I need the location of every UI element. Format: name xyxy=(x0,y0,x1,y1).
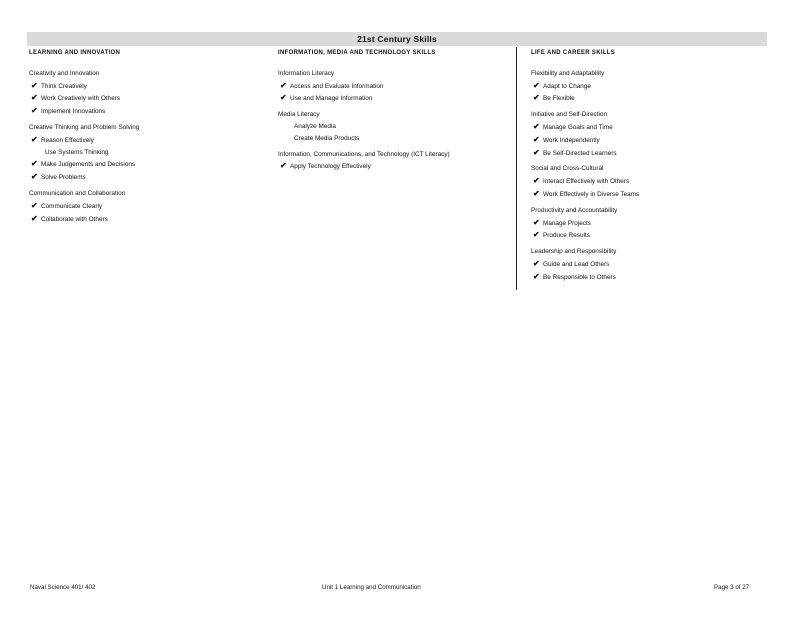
check-icon: ✔ xyxy=(31,106,38,116)
skill-item-label: Manage Goals and Time xyxy=(543,123,613,131)
skill-item xyxy=(531,229,761,242)
skill-group xyxy=(278,68,518,105)
skill-item-label: Communicate Clearly xyxy=(41,202,103,210)
skill-item xyxy=(531,121,761,134)
check-icon: ✔ xyxy=(533,230,540,240)
skill-group xyxy=(29,68,269,118)
skill-item xyxy=(278,133,518,145)
skill-group-title: Flexibility and Adaptability xyxy=(531,69,605,77)
skill-item-label: Collaborate with Others xyxy=(41,215,108,223)
check-icon: ✔ xyxy=(533,176,540,186)
skill-item-label: Interact Effectively with Others xyxy=(543,178,630,186)
column-heading: LIFE AND CAREER SKILLS xyxy=(531,50,616,56)
footer-course: Naval Science 401/ 402 xyxy=(30,584,96,591)
skill-group xyxy=(531,68,761,105)
skill-item xyxy=(29,200,269,213)
skill-item xyxy=(531,147,761,160)
skill-item xyxy=(531,92,761,105)
skill-item xyxy=(29,213,269,226)
column-information-media-technology xyxy=(278,48,518,177)
check-icon: ✔ xyxy=(533,217,540,227)
skill-group xyxy=(531,246,761,283)
skill-item-label: Work Effectively in Diverse Teams xyxy=(543,190,640,198)
skill-item-label: Solve Problems xyxy=(41,174,86,182)
skill-group-title: Leadership and Responsibility xyxy=(531,248,617,256)
skill-group xyxy=(531,163,761,200)
skill-item xyxy=(278,160,518,173)
skill-item xyxy=(29,171,269,184)
skill-item xyxy=(531,271,761,284)
skill-item-label: Be Self-Directed Learners xyxy=(543,149,617,157)
skill-group-title: Information Literacy xyxy=(278,69,335,77)
check-icon: ✔ xyxy=(533,188,540,198)
column-learning-innovation xyxy=(29,48,269,229)
skill-item xyxy=(531,258,761,271)
check-icon: ✔ xyxy=(31,93,38,103)
column-life-career xyxy=(531,48,761,288)
check-icon: ✔ xyxy=(533,121,540,131)
check-icon: ✔ xyxy=(533,147,540,157)
column-heading: INFORMATION, MEDIA AND TECHNOLOGY SKILLS xyxy=(278,50,436,56)
skill-item-label: Work Independently xyxy=(543,136,600,144)
skill-item-label: Analyze Media xyxy=(294,122,336,130)
skill-group-title: Social and Cross-Cultural xyxy=(531,165,604,173)
skill-item xyxy=(531,80,761,93)
check-icon: ✔ xyxy=(31,200,38,210)
check-icon: ✔ xyxy=(533,271,540,281)
skill-item xyxy=(531,217,761,230)
skill-item-label: Make Judgements and Decisions xyxy=(41,161,136,169)
check-icon: ✔ xyxy=(31,159,38,169)
skill-item xyxy=(29,105,269,118)
footer-unit: Unit 1 Learning and Communication xyxy=(322,584,421,591)
skill-item-label: Think Creatively xyxy=(41,82,87,90)
skill-item xyxy=(531,175,761,188)
skill-group xyxy=(531,109,761,159)
skill-item xyxy=(278,92,518,105)
check-icon: ✔ xyxy=(31,213,38,223)
skill-item xyxy=(531,188,761,201)
skill-group-title: Creativity and Innovation xyxy=(29,69,100,77)
skill-item xyxy=(29,158,269,171)
check-icon: ✔ xyxy=(533,134,540,144)
skill-item-label: Create Media Products xyxy=(294,134,360,142)
skill-item-label: Produce Results xyxy=(543,232,590,240)
skill-item-label: Apply Technology Effectively xyxy=(290,163,371,171)
check-icon: ✔ xyxy=(280,93,287,103)
skill-item-label: Access and Evaluate Information xyxy=(290,82,384,90)
check-icon: ✔ xyxy=(280,80,287,90)
skill-item-label: Adapt to Change xyxy=(543,82,591,90)
skill-item xyxy=(29,134,269,147)
skill-group xyxy=(29,188,269,225)
check-icon: ✔ xyxy=(31,134,38,144)
skill-item xyxy=(29,147,269,159)
skill-item-label: Work Creatively with Others xyxy=(41,95,121,103)
skill-group-title: Communication and Collaboration xyxy=(29,189,126,197)
skill-item-label: Reason Effectively xyxy=(41,136,94,144)
skill-group-title: Initiative and Self-Direction xyxy=(531,111,608,119)
skill-group-title: Productivity and Accountability xyxy=(531,206,618,214)
check-icon: ✔ xyxy=(533,93,540,103)
skill-group-title: Creative Thinking and Problem Solving xyxy=(29,123,140,131)
skill-item-label: Guide and Lead Others xyxy=(543,260,610,268)
column-heading: LEARNING AND INNOVATION xyxy=(29,50,121,56)
skill-group xyxy=(278,109,518,144)
skill-item xyxy=(278,121,518,133)
skill-item xyxy=(278,80,518,93)
skill-group-title: Media Literacy xyxy=(278,111,320,119)
skill-item xyxy=(531,134,761,147)
skill-item-label: Use and Manage Information xyxy=(290,95,373,103)
skill-item xyxy=(29,80,269,93)
page-title: 21st Century Skills xyxy=(27,32,767,46)
skill-item xyxy=(29,92,269,105)
skill-item-label: Implement Innovations xyxy=(41,108,106,116)
skill-group xyxy=(278,149,518,174)
skill-item-label: Be Responsible to Others xyxy=(543,273,616,281)
check-icon: ✔ xyxy=(533,258,540,268)
skill-group-title: Information, Communications, and Technology (ICT Literacy) xyxy=(278,150,450,158)
check-icon: ✔ xyxy=(533,80,540,90)
skill-item-label: Manage Projects xyxy=(543,219,591,227)
skill-group xyxy=(531,205,761,242)
check-icon: ✔ xyxy=(31,172,38,182)
skill-item-label: Use Systems Thinking xyxy=(45,148,109,156)
skill-item-label: Be Flexible xyxy=(543,95,575,103)
check-icon: ✔ xyxy=(31,80,38,90)
footer-page-number: Page 3 of 27 xyxy=(714,584,750,591)
skill-group xyxy=(29,122,269,184)
check-icon: ✔ xyxy=(280,161,287,171)
